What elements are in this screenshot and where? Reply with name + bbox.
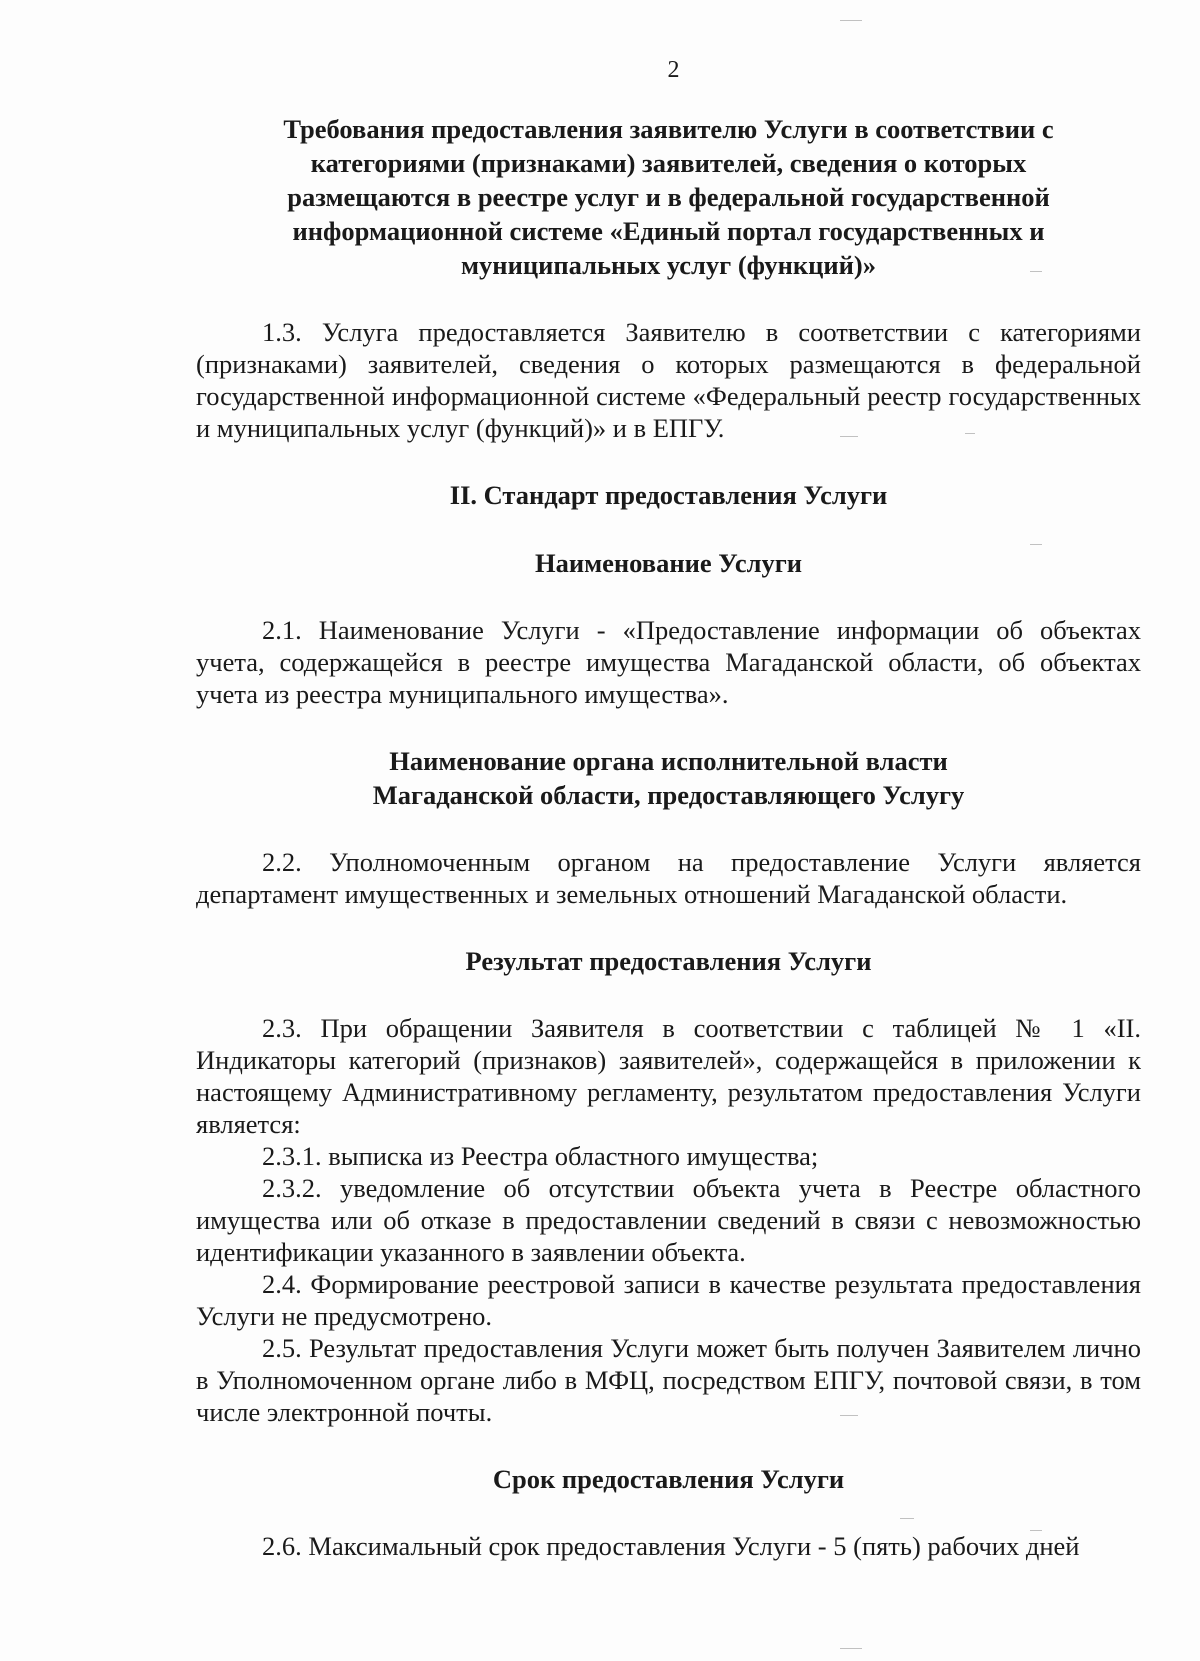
- paragraph-1-3: 1.3. Услуга предоставляется Заявителю в соответствии с категориями (признаками) заявителей, сведения о которых размещаются в федеральной государственной информационной системе «Федеральный реестр государственных и муниципальных услуг (функций)» и в ЕПГУ.: [196, 317, 1141, 443]
- heading-authority-line-2: Магаданской области, предоставляющего Услугу: [372, 780, 965, 810]
- heading-service-name: Наименование Услуги: [534, 548, 803, 578]
- heading-result: Результат предоставления Услуги: [465, 946, 872, 976]
- heading-requirements: Требования предоставления заявителю Услуги в соответствии с категориями (признаками) заявителей, сведения о которых размещаются в реестре услуг и в федеральной государственной информационной системе «Единый портал государственных и муниципальных услуг (функций)»: [283, 114, 1054, 280]
- paragraph-2-3-1: 2.3.1. выписка из Реестра областного имущества;: [262, 1141, 819, 1171]
- heading-authority-line-1: Наименование органа исполнительной власти: [389, 746, 948, 776]
- paragraph-2-4: 2.4. Формирование реестровой записи в качестве результата предоставления Услуги не предусмотрено.: [196, 1269, 1141, 1331]
- scan-mark: [840, 1648, 862, 1649]
- document-body: [196, 56, 1141, 1562]
- heading-section-2: II. Стандарт предоставления Услуги: [449, 480, 888, 510]
- paragraph-2-3-2: 2.3.2. уведомление об отсутствии объекта учета в Реестре областного имущества или об отказе в предоставлении сведений в связи с невозможностью идентификации указанного в заявлении объекта.: [196, 1173, 1141, 1267]
- paragraph-2-5: 2.5. Результат предоставления Услуги может быть получен Заявителем лично в Уполномоченном органе либо в МФЦ, посредством ЕПГУ, почтовой связи, в том числе электронной почты.: [196, 1333, 1141, 1427]
- paragraph-2-6: 2.6. Максимальный срок предоставления Услуги - 5 (пять) рабочих дней: [262, 1531, 1080, 1561]
- paragraph-2-3: 2.3. При обращении Заявителя в соответствии с таблицей № 1 «II. Индикаторы категорий (признаков) заявителей», содержащейся в приложении к настоящему Административному регламенту, результатом предоставления Услуги является:: [196, 1013, 1141, 1139]
- scan-mark: [840, 20, 862, 21]
- heading-term: Срок предоставления Услуги: [492, 1464, 845, 1494]
- paragraph-2-1: 2.1. Наименование Услуги - «Предоставление информации об объектах учета, содержащейся в реестре имущества Магаданской области, об объектах учета из реестра муниципального имущества».: [196, 615, 1141, 709]
- page-number: 2: [667, 57, 680, 83]
- paragraph-2-2: 2.2. Уполномоченным органом на предоставление Услуги является департамент имущественных и земельных отношений Магаданской области.: [196, 847, 1141, 909]
